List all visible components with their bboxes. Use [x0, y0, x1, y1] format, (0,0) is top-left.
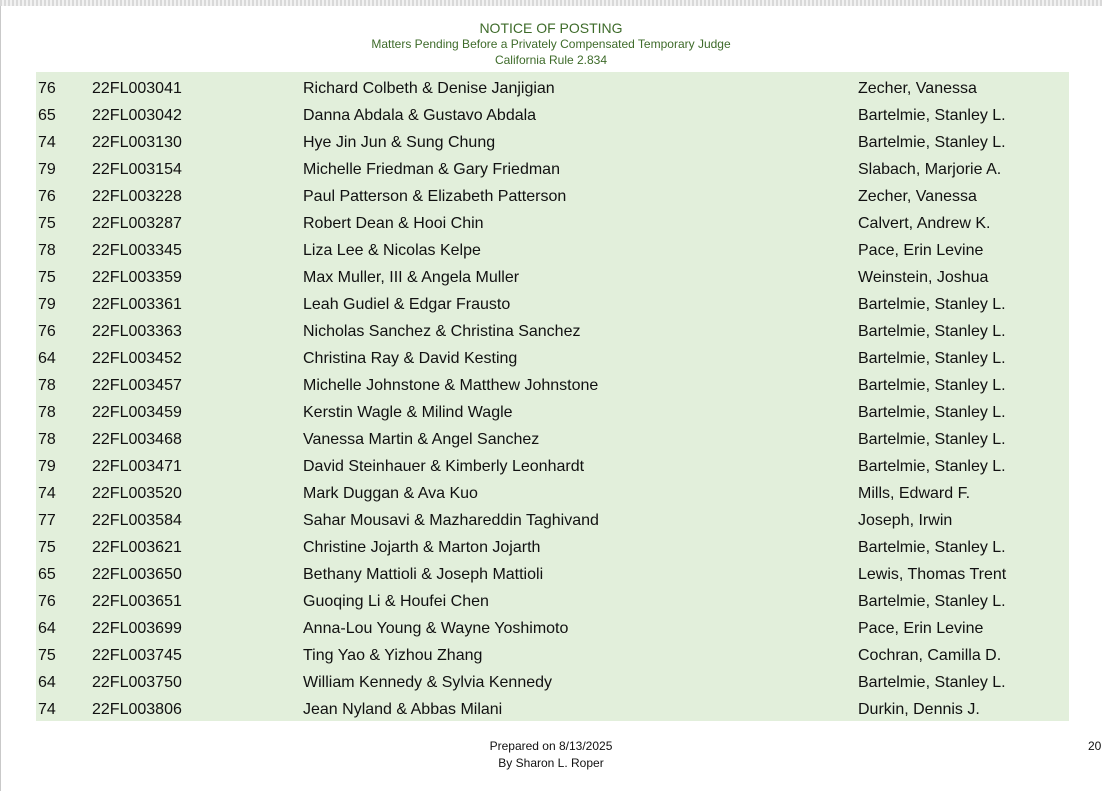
case-number-cell: 22FL003452 [92, 350, 182, 367]
table-row [36, 533, 1069, 560]
case-number-cell: 22FL003468 [92, 431, 182, 448]
document-footer [0, 738, 1102, 772]
table-row [36, 614, 1069, 641]
judge-cell: Bartelmie, Stanley L. [858, 458, 1006, 475]
table-row [36, 290, 1069, 317]
parties-cell: Sahar Mousavi & Mazhareddin Taghivand [303, 512, 599, 529]
table-row [36, 263, 1069, 290]
dept-cell: 75 [38, 215, 56, 232]
judge-cell: Pace, Erin Levine [858, 242, 984, 259]
case-number-cell: 22FL003457 [92, 377, 182, 394]
judge-cell: Bartelmie, Stanley L. [858, 107, 1006, 124]
dept-cell: 74 [38, 701, 56, 718]
dept-cell: 78 [38, 377, 56, 394]
case-number-cell: 22FL003154 [92, 161, 182, 178]
table-row [36, 506, 1069, 533]
parties-cell: Jean Nyland & Abbas Milani [303, 701, 503, 718]
parties-cell: Michelle Friedman & Gary Friedman [303, 161, 560, 178]
judge-cell: Bartelmie, Stanley L. [858, 134, 1006, 151]
table-row [36, 398, 1069, 425]
case-number-cell: 22FL003650 [92, 566, 182, 583]
table-row [36, 155, 1069, 182]
case-number-cell: 22FL003130 [92, 134, 182, 151]
document-subtitle: Matters Pending Before a Privately Compensated Temporary Judge [371, 37, 731, 51]
table-row [36, 209, 1069, 236]
judge-cell: Bartelmie, Stanley L. [858, 431, 1006, 448]
parties-cell: Richard Colbeth & Denise Janjigian [303, 80, 555, 97]
table-row [36, 425, 1069, 452]
dept-cell: 76 [38, 593, 56, 610]
case-number-cell: 22FL003750 [92, 674, 182, 691]
case-number-cell: 22FL003471 [92, 458, 182, 475]
parties-cell: Bethany Mattioli & Joseph Mattioli [303, 566, 544, 583]
parties-cell: Guoqing Li & Houfei Chen [303, 593, 489, 610]
dept-cell: 79 [38, 296, 56, 313]
case-number-cell: 22FL003745 [92, 647, 182, 664]
judge-cell: Bartelmie, Stanley L. [858, 674, 1006, 691]
table-row [36, 101, 1069, 128]
table-row [36, 587, 1069, 614]
parties-cell: Paul Patterson & Elizabeth Patterson [303, 188, 567, 205]
judge-cell: Joseph, Irwin [858, 512, 953, 529]
judge-cell: Pace, Erin Levine [858, 620, 984, 637]
dept-cell: 74 [38, 485, 56, 502]
case-number-cell: 22FL003651 [92, 593, 182, 610]
table-row [36, 695, 1069, 722]
dept-cell: 75 [38, 539, 56, 556]
judge-cell: Bartelmie, Stanley L. [858, 323, 1006, 340]
dept-cell: 76 [38, 80, 56, 97]
case-number-cell: 22FL003361 [92, 296, 182, 313]
parties-cell: Christine Jojarth & Marton Jojarth [303, 539, 541, 556]
table-row [36, 344, 1069, 371]
page-top-edge [0, 0, 1102, 6]
table-row [36, 236, 1069, 263]
dept-cell: 79 [38, 458, 56, 475]
parties-cell: Michelle Johnstone & Matthew Johnstone [303, 377, 599, 394]
judge-cell: Bartelmie, Stanley L. [858, 350, 1006, 367]
judge-cell: Zecher, Vanessa [858, 188, 977, 205]
page-left-edge [0, 6, 1, 791]
judge-cell: Bartelmie, Stanley L. [858, 539, 1006, 556]
dept-cell: 65 [38, 107, 56, 124]
dept-cell: 74 [38, 134, 56, 151]
dept-cell: 79 [38, 161, 56, 178]
judge-cell: Weinstein, Joshua [858, 269, 989, 286]
parties-cell: Nicholas Sanchez & Christina Sanchez [303, 323, 581, 340]
case-number-cell: 22FL003287 [92, 215, 182, 232]
judge-cell: Lewis, Thomas Trent [858, 566, 1007, 583]
prepared-date: Prepared on 8/13/2025 [489, 739, 613, 753]
table-row [36, 560, 1069, 587]
case-number-cell: 22FL003359 [92, 269, 182, 286]
parties-cell: David Steinhauer & Kimberly Leonhardt [303, 458, 585, 475]
dept-cell: 64 [38, 350, 56, 367]
table-row [36, 479, 1069, 506]
matters-table [36, 72, 1069, 721]
case-number-cell: 22FL003228 [92, 188, 182, 205]
case-number-cell: 22FL003042 [92, 107, 182, 124]
parties-cell: Mark Duggan & Ava Kuo [303, 485, 478, 502]
parties-cell: William Kennedy & Sylvia Kennedy [303, 674, 553, 691]
parties-cell: Hye Jin Jun & Sung Chung [303, 134, 496, 151]
table-row [36, 641, 1069, 668]
prepared-by: By Sharon L. Roper [498, 756, 604, 770]
table-row [36, 128, 1069, 155]
judge-cell: Durkin, Dennis J. [858, 701, 980, 718]
dept-cell: 78 [38, 431, 56, 448]
dept-cell: 77 [38, 512, 56, 529]
table-row [36, 452, 1069, 479]
judge-cell: Bartelmie, Stanley L. [858, 296, 1006, 313]
dept-cell: 75 [38, 269, 56, 286]
case-number-cell: 22FL003459 [92, 404, 182, 421]
page-number: 20 [1088, 739, 1102, 753]
case-number-cell: 22FL003584 [92, 512, 182, 529]
table-row [36, 74, 1069, 101]
table-row [36, 317, 1069, 344]
judge-cell: Cochran, Camilla D. [858, 647, 1002, 664]
parties-cell: Danna Abdala & Gustavo Abdala [303, 107, 537, 124]
dept-cell: 75 [38, 647, 56, 664]
table-row [36, 371, 1069, 398]
judge-cell: Calvert, Andrew K. [858, 215, 991, 232]
case-number-cell: 22FL003363 [92, 323, 182, 340]
table-row [36, 668, 1069, 695]
case-number-cell: 22FL003621 [92, 539, 182, 556]
dept-cell: 78 [38, 242, 56, 259]
case-number-cell: 22FL003041 [92, 80, 182, 97]
judge-cell: Bartelmie, Stanley L. [858, 593, 1006, 610]
parties-cell: Ting Yao & Yizhou Zhang [303, 647, 483, 664]
judge-cell: Slabach, Marjorie A. [858, 161, 1002, 178]
document-rule: California Rule 2.834 [494, 53, 608, 67]
dept-cell: 64 [38, 674, 56, 691]
judge-cell: Bartelmie, Stanley L. [858, 404, 1006, 421]
parties-cell: Kerstin Wagle & Milind Wagle [303, 404, 513, 421]
parties-cell: Robert Dean & Hooi Chin [303, 215, 484, 232]
case-number-cell: 22FL003345 [92, 242, 182, 259]
case-number-cell: 22FL003520 [92, 485, 182, 502]
document-title: NOTICE OF POSTING [479, 20, 623, 36]
judge-cell: Mills, Edward F. [858, 485, 971, 502]
parties-cell: Liza Lee & Nicolas Kelpe [303, 242, 481, 259]
case-number-cell: 22FL003699 [92, 620, 182, 637]
dept-cell: 78 [38, 404, 56, 421]
judge-cell: Bartelmie, Stanley L. [858, 377, 1006, 394]
dept-cell: 76 [38, 188, 56, 205]
dept-cell: 65 [38, 566, 56, 583]
document-header [0, 20, 1102, 68]
parties-cell: Christina Ray & David Kesting [303, 350, 518, 367]
case-number-cell: 22FL003806 [92, 701, 182, 718]
parties-cell: Vanessa Martin & Angel Sanchez [303, 431, 540, 448]
parties-cell: Anna-Lou Young & Wayne Yoshimoto [303, 620, 569, 637]
parties-cell: Leah Gudiel & Edgar Frausto [303, 296, 511, 313]
parties-cell: Max Muller, III & Angela Muller [303, 269, 520, 286]
table-row [36, 182, 1069, 209]
judge-cell: Zecher, Vanessa [858, 80, 977, 97]
dept-cell: 64 [38, 620, 56, 637]
dept-cell: 76 [38, 323, 56, 340]
